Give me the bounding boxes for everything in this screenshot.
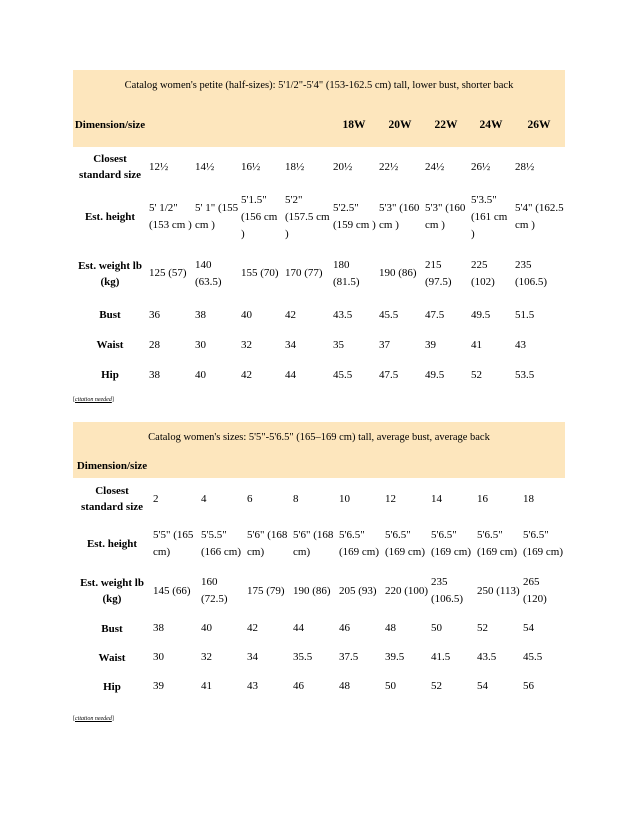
column-header (429, 454, 475, 478)
column-header (383, 454, 429, 478)
table-cell: 5'6.5" (169 cm) (339, 529, 380, 558)
table-cell: 46 (339, 622, 350, 634)
row-label: Closest standard size (78, 153, 142, 181)
table-cell: 5'2" (157.5 cm ) (285, 193, 330, 240)
table-cell: 250 (113) (477, 584, 520, 597)
table-cell: 220 (100) (385, 584, 429, 597)
table-cell: 180 (81.5) (333, 258, 360, 288)
table-cell: 6 (247, 492, 253, 505)
table-cell: 18 (523, 492, 534, 505)
header-row (73, 454, 565, 478)
table-cell: 53.5 (515, 368, 535, 381)
row-label: Hip (103, 680, 121, 693)
citation-bracket: ] (111, 716, 114, 722)
table-cell: 170 (77) (285, 267, 323, 279)
table-cell: 5' 1" (155 cm ) (195, 202, 239, 231)
table-row (73, 643, 565, 672)
table-cell: 54 (523, 622, 534, 634)
table-cell: 22½ (379, 160, 399, 173)
table-row (73, 568, 565, 614)
table-cell: 155 (70) (241, 267, 279, 279)
row-label: Waist (98, 651, 126, 664)
table-cell: 145 (66) (153, 584, 191, 597)
table-cell: 28 (149, 338, 160, 351)
table-cell: 38 (195, 308, 206, 321)
table-cell: 38 (153, 622, 164, 634)
column-header (147, 102, 193, 147)
table-cell: 235 (106.5) (515, 258, 548, 288)
table-cell: 5'6.5" (169 cm) (431, 529, 472, 558)
column-header (475, 454, 521, 478)
column-header: 18W (331, 102, 377, 147)
table-cell: 175 (79) (247, 584, 285, 597)
table-cell: 34 (247, 651, 258, 663)
table-cell: 35 (333, 338, 344, 351)
table-cell: 50 (431, 622, 442, 634)
table-cell: 35.5 (293, 651, 313, 663)
table-cell: 5'3.5" (161 cm ) (471, 193, 508, 240)
table-cell: 5'3" (160 cm ) (425, 202, 466, 231)
table-row (73, 672, 565, 701)
table-cell: 205 (93) (339, 584, 377, 597)
table-cell: 235 (106.5) (431, 576, 464, 605)
table-cell: 18½ (285, 160, 305, 173)
table-cell: 39 (153, 680, 164, 692)
table-cell: 42 (285, 308, 296, 321)
table-caption: Catalog women's sizes: 5'5"-5'6.5" (165–169 cm) tall, average bust, average back (73, 422, 565, 454)
table-cell: 50 (385, 680, 396, 692)
table-cell: 16 (477, 492, 488, 505)
table-cell: 48 (339, 680, 350, 692)
column-header (151, 454, 199, 478)
column-header (239, 102, 283, 147)
table-row (73, 187, 565, 247)
table-cell: 45.5 (523, 651, 543, 663)
table-cell: 47.5 (379, 368, 399, 381)
table-cell: 5'2.5" (159 cm ) (333, 202, 376, 231)
table-cell: 14 (431, 492, 442, 505)
table-cell: 190 (86) (379, 267, 417, 279)
table-cell: 16½ (241, 160, 261, 173)
table-cell: 42 (241, 368, 252, 381)
table-cell: 44 (293, 622, 304, 634)
table-cell: 48 (385, 622, 396, 634)
table-cell: 36 (149, 308, 160, 321)
row-label: Bust (101, 622, 123, 635)
table-cell: 37 (379, 338, 390, 351)
table-cell: 5' 1/2" (153 cm ) (149, 202, 192, 231)
table-cell: 45.5 (379, 308, 399, 321)
table-cell: 49.5 (471, 308, 491, 321)
column-header (283, 102, 331, 147)
column-header: 20W (377, 102, 423, 147)
row-label: Est. weight lb (kg) (80, 577, 144, 605)
table-cell: 43.5 (333, 308, 353, 321)
table-cell: 5'6.5" (169 cm) (385, 529, 426, 558)
dimension-size-header: Dimension/size (73, 454, 151, 478)
table-cell: 225 (102) (471, 258, 495, 288)
table-row (73, 247, 565, 300)
table-cell: 41.5 (431, 651, 451, 663)
table-cell: 5'6" (168 cm) (247, 529, 288, 558)
table-cell: 30 (153, 651, 164, 663)
row-label: Closest standard size (80, 485, 144, 513)
table-cell: 41 (201, 680, 212, 692)
table-cell: 10 (339, 492, 350, 505)
citation-note (73, 716, 114, 722)
table-cell: 54 (477, 680, 488, 692)
table-cell: 28½ (515, 160, 535, 173)
table-cell: 46 (293, 680, 304, 692)
table-cell: 30 (195, 338, 206, 351)
column-header: 22W (423, 102, 469, 147)
table-row (73, 614, 565, 643)
table-cell: 5'5" (165 cm) (153, 529, 194, 558)
petite-size-table (73, 70, 565, 390)
table-cell: 52 (471, 368, 482, 381)
table-cell: 5'6" (168 cm) (293, 529, 334, 558)
table-cell: 47.5 (425, 308, 445, 321)
table-cell: 4 (201, 492, 207, 505)
table-cell: 52 (477, 622, 488, 634)
row-label: Est. height (86, 538, 138, 550)
table-caption: Catalog women's petite (half-sizes): 5'1/2"-5'4" (153-162.5 cm) tall, lower bust, shorter back (73, 70, 565, 102)
table-cell: 49.5 (425, 368, 445, 381)
table-cell: 56 (523, 680, 534, 692)
standard-size-table (73, 422, 565, 701)
table-cell: 38 (149, 368, 160, 381)
citation-needed-link[interactable]: citation needed (75, 716, 112, 722)
table-cell: 5'1.5" (156 cm ) (241, 193, 278, 240)
row-label: Waist (96, 339, 124, 351)
table-cell: 5'3" (160 cm ) (379, 202, 420, 231)
column-header (245, 454, 291, 478)
table-cell: 32 (201, 651, 212, 663)
citation-bracket: [ (73, 716, 75, 722)
citation-note (73, 397, 114, 403)
table-cell: 26½ (471, 160, 491, 173)
table-cell: 32 (241, 338, 252, 351)
table-cell: 41 (471, 338, 482, 351)
table-cell: 2 (153, 492, 159, 505)
table-cell: 45.5 (333, 368, 353, 381)
table-cell: 20½ (333, 160, 353, 173)
table-cell: 5'6.5" (169 cm) (523, 529, 564, 558)
table-cell: 125 (57) (149, 267, 187, 279)
row-label: Bust (99, 309, 121, 321)
row-label: Hip (101, 369, 119, 381)
column-header: 26W (513, 102, 565, 147)
table-cell: 140 (63.5) (195, 258, 222, 288)
citation-bracket: ] (111, 397, 114, 403)
table-cell: 40 (241, 308, 252, 321)
table-cell: 14½ (195, 160, 215, 173)
table-row (73, 520, 565, 568)
table-cell: 43 (515, 338, 526, 351)
table-cell: 34 (285, 338, 296, 351)
header-row (73, 102, 565, 147)
table-cell: 265 (120) (523, 576, 547, 605)
table-cell: 190 (86) (293, 584, 331, 597)
table-cell: 39.5 (385, 651, 405, 663)
table-cell: 160 (72.5) (201, 576, 228, 605)
table-cell: 52 (431, 680, 442, 692)
size-table (73, 454, 565, 701)
table-row (73, 360, 565, 390)
size-table (73, 102, 565, 390)
table-cell: 5'5.5" (166 cm) (201, 529, 242, 558)
dimension-size-header: Dimension/size (73, 102, 147, 147)
table-cell: 12 (385, 492, 396, 505)
column-header (193, 102, 239, 147)
table-cell: 40 (195, 368, 206, 381)
table-cell: 43 (247, 680, 258, 692)
column-header (521, 454, 565, 478)
table-cell: 215 (97.5) (425, 258, 452, 288)
table-cell: 8 (293, 492, 299, 505)
table-cell: 24½ (425, 160, 445, 173)
table-row (73, 330, 565, 360)
table-cell: 40 (201, 622, 212, 634)
row-label: Est. height (84, 211, 136, 223)
table-row (73, 300, 565, 330)
table-row (73, 478, 565, 520)
column-header: 24W (469, 102, 513, 147)
column-header (291, 454, 337, 478)
table-cell: 51.5 (515, 308, 535, 321)
table-cell: 37.5 (339, 651, 359, 663)
table-cell: 43.5 (477, 651, 497, 663)
table-cell: 42 (247, 622, 258, 634)
column-header (337, 454, 383, 478)
table-cell: 5'4" (162.5 cm ) (515, 202, 564, 231)
row-label: Est. weight lb (kg) (78, 259, 142, 288)
table-cell: 12½ (149, 160, 169, 173)
table-cell: 5'6.5" (169 cm) (477, 529, 518, 558)
column-header (199, 454, 245, 478)
citation-needed-link[interactable]: citation needed (75, 397, 112, 403)
table-cell: 44 (285, 368, 296, 381)
table-row (73, 147, 565, 187)
table-cell: 39 (425, 338, 436, 351)
citation-bracket: [ (73, 397, 75, 403)
